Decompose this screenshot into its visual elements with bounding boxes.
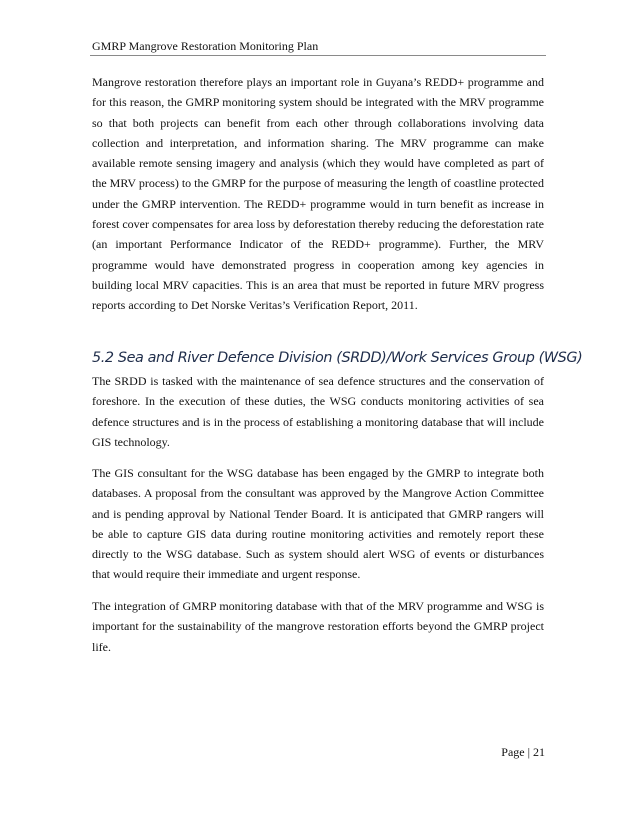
header-rule — [90, 55, 546, 56]
paragraph-gis-consultant: The GIS consultant for the WSG database has been engaged by the GMRP to integrate both databases. A proposal from the consultant was approved by the Mangrove Action Committee and is pending approval by National Tender Board. It is anticipated that GMRP rangers will be able to capture GIS data during routine monitoring activities and remotely report these directly to the WSG database. Such as system should alert WSG of events or disturbances that would require their immediate and urgent response. — [92, 466, 544, 582]
paragraph-integration-importance: The integration of GMRP monitoring database with that of the MRV programme and WSG is important for the sustainability of the mangrove restoration efforts beyond the GMRP project life. — [92, 599, 544, 654]
paragraph-srdd-duties: The SRDD is tasked with the maintenance of sea defence structures and the conservation of foreshore. In the execution of these duties, the WSG conducts monitoring activities of sea defence structures and is in the process of establishing a monitoring database that will include GIS technology. — [92, 374, 544, 449]
page-number: Page | 21 — [501, 745, 545, 759]
paragraph-redd-integration: Mangrove restoration therefore plays an important role in Guyana’s REDD+ programme and for this reason, the GMRP monitoring system should be integrated with the MRV programme so that both projects can benefit from each other through collaborations involving data collection and interpretation, and information sharing. The MRV programme can make available remote sensing imagery and analysis (which they would have completed as part of the MRV process) to the GMRP for the purpose of measuring the length of coastline protected under the GMRP intervention. The REDD+ programme would in turn benefit as increase in forest cover compensates for area loss by deforestation thereby reducing the deforestation rate (an important Performance Indicator of the REDD+ programme). Further, the MRV programme would have demonstrated progress in cooperation among key agencies in building local MRV capacities. This is an area that must be reported in future MRV progress reports according to Det Norske Veritas’s Verification Report, 2011. — [92, 75, 544, 313]
section-heading: 5.2 Sea and River Defence Division (SRDD)/Work Services Group (WSG) — [92, 350, 583, 366]
running-header: GMRP Mangrove Restoration Monitoring Plan — [92, 39, 319, 53]
